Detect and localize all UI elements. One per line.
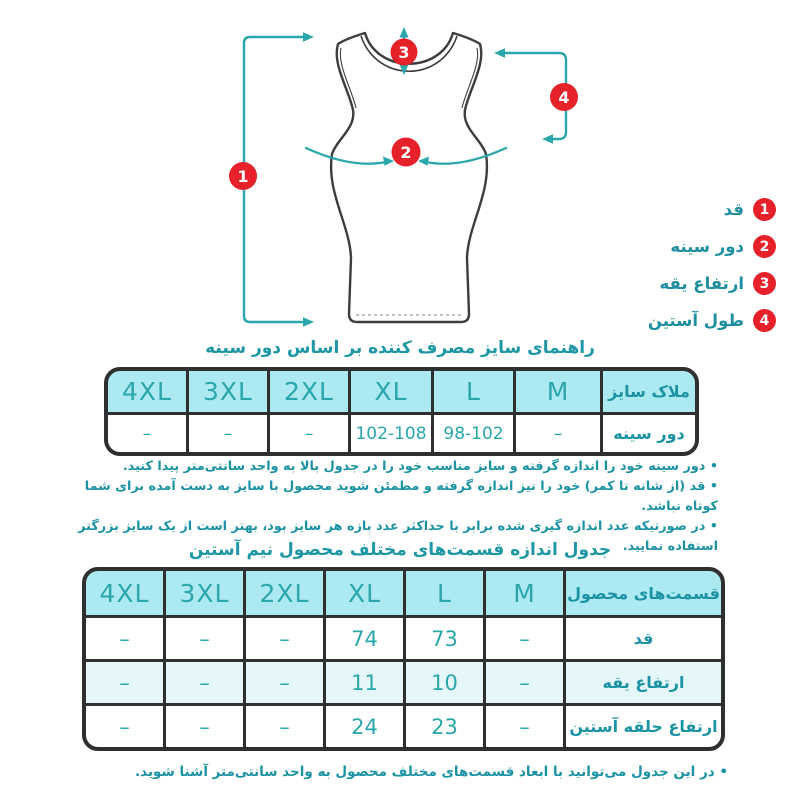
table2-r1-2xl: –	[246, 618, 323, 659]
tank-top-illustration	[331, 33, 487, 322]
legend-label-sleeve: طول آستین	[647, 311, 744, 330]
table1-header-xl: XL	[351, 371, 431, 412]
table2-r1-xl: 74	[326, 618, 403, 659]
table1-cell-4xl: –	[108, 415, 186, 452]
chest-size-table	[104, 367, 699, 456]
sleeve-measure-arrowheads	[494, 48, 553, 144]
table1-header-3xl: 3XL	[189, 371, 267, 412]
table1-cell-2xl: –	[270, 415, 348, 452]
table2-r3-l: 23	[406, 706, 483, 747]
table2-r2-xl: 11	[326, 662, 403, 703]
table2-r2-3xl: –	[166, 662, 243, 703]
legend-item-height	[724, 198, 776, 221]
table2-r2-m: –	[486, 662, 563, 703]
table2-header-l: L	[406, 571, 483, 615]
note-line-1: • دور سینه خود را اندازه گرفته و سایز مناسب خود را در جدول بالا به واحد سانتی‌متر پیدا کنید.	[122, 459, 718, 474]
table2-row-label-height: قد	[566, 618, 721, 659]
parts-table-note: • در این جدول می‌توانید با ابعاد قسمت‌های مختلف محصول به واحد سانتی‌متر آشنا شوید.	[135, 764, 728, 780]
table1-header-2xl: 2XL	[270, 371, 348, 412]
table2-r1-l: 73	[406, 618, 483, 659]
table2-row-label-collar: ارتفاع یقه	[566, 662, 721, 703]
table1-header-m: M	[516, 371, 600, 412]
table1-header-l: L	[434, 371, 513, 412]
legend-item-chest	[670, 235, 776, 258]
table2-r1-4xl: –	[86, 618, 163, 659]
svg-text:4: 4	[558, 87, 570, 107]
legend-marker-1: 1	[753, 198, 776, 221]
table1-header-4xl: 4XL	[108, 371, 186, 412]
tank-top-outline	[331, 33, 487, 322]
legend-item-collar	[659, 272, 776, 295]
table2-header-parts: قسمت‌های محصول	[566, 571, 721, 615]
table2-header-3xl: 3XL	[166, 571, 243, 615]
table2-r2-4xl: –	[86, 662, 163, 703]
legend-item-sleeve	[648, 309, 776, 332]
table1-cell-l: 98-102	[434, 415, 513, 452]
table2-r2-l: 10	[406, 662, 483, 703]
table2-header-2xl: 2XL	[246, 571, 323, 615]
legend-marker-2: 2	[753, 235, 776, 258]
table2-r3-m: –	[486, 706, 563, 747]
height-measure-arrowheads	[303, 32, 314, 327]
product-parts-table	[82, 567, 725, 751]
table2-header-m: M	[486, 571, 563, 615]
legend-marker-4: 4	[753, 309, 776, 332]
size-guide-title: راهنمای سایز مصرف کننده بر اساس دور سینه	[205, 338, 595, 358]
marker-1	[229, 162, 257, 190]
note-line-3: • در صورتیکه عدد اندازه گیری شده برابر با حداکثر عدد بازه هر سایز بود، بهتر است از یک سایز بزرگتر استفاده نمایید.	[78, 519, 718, 554]
legend-label-height: قد	[723, 200, 744, 219]
table2-r1-3xl: –	[166, 618, 243, 659]
table2-header-4xl: 4XL	[86, 571, 163, 615]
table1-cell-xl: 102-108	[351, 415, 431, 452]
marker-4	[550, 83, 578, 111]
table2-r3-4xl: –	[86, 706, 163, 747]
table2-r3-3xl: –	[166, 706, 243, 747]
table2-header-xl: XL	[326, 571, 403, 615]
svg-text:1: 1	[237, 166, 249, 186]
measurement-legend	[648, 198, 776, 332]
marker-3	[391, 39, 418, 66]
table2-r1-m: –	[486, 618, 563, 659]
legend-marker-3: 3	[753, 272, 776, 295]
table2-row-label-armhole: ارتفاع حلقه آستین	[566, 706, 721, 747]
legend-label-collar: ارتفاع یقه	[659, 274, 744, 293]
table1-cell-m: –	[516, 415, 600, 452]
svg-text:3: 3	[398, 42, 410, 62]
marker-2	[392, 138, 421, 167]
table1-row-label-chest: دور سینه	[603, 415, 695, 452]
table2-r2-2xl: –	[246, 662, 323, 703]
table2-r3-2xl: –	[246, 706, 323, 747]
table1-cell-3xl: –	[189, 415, 267, 452]
legend-label-chest: دور سینه	[670, 237, 744, 256]
svg-text:2: 2	[400, 142, 412, 162]
parts-table-title: جدول اندازه قسمت‌های مختلف محصول نیم آستین	[188, 540, 612, 560]
note-line-2: • قد (از شانه تا کمر) خود را نیز اندازه گرفته و مطمئن شوید محصول با سایز به دست آمده برای شما کوتاه نباشد.	[84, 479, 718, 514]
table2-r3-xl: 24	[326, 706, 403, 747]
table1-header-criteria: ملاک سایز	[603, 371, 695, 412]
